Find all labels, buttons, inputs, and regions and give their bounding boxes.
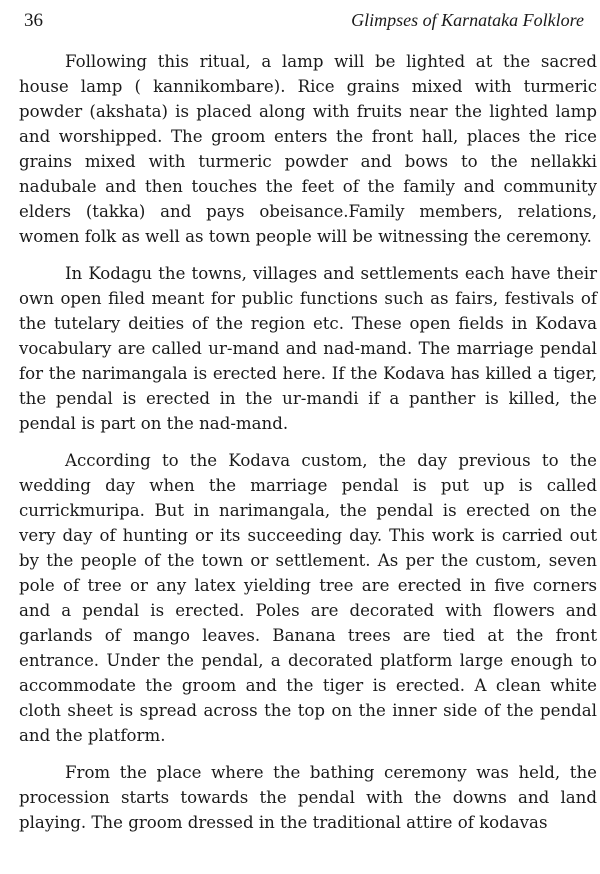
running-title: Glimpses of Karnataka Folklore	[351, 10, 584, 30]
page-number: 36	[24, 10, 43, 31]
paragraph-3: According to the Kodava custom, the day previous to the wedding day when the marriage pendal is put up is called currickmuripa. But in narimangala, the pendal is erected on the very day of hunting or its succeeding day. This work is carried out by the people of the town or settlement. As per the custom, seven pole of tree or any latex yielding tree are erected in five corners and a pendal is erected. Poles are decorated with flowers and garlands of mango leaves. Banana trees are tied at the front entrance. Under the pendal, a decorated platform large enough to accommodate the groom and the tiger is erected. A clean white cloth sheet is spread across the top on the inner side of the pendal and the platform.	[19, 451, 597, 745]
paragraph-4: From the place where the bathing ceremony was held, the procession starts towards the pendal with the downs and land playing. The groom dressed in the traditional attire of kodavas	[19, 763, 597, 832]
body-text	[19, 49, 597, 847]
page-header	[24, 10, 584, 40]
paragraph-2: In Kodagu the towns, villages and settlements each have their own open filed meant for public functions such as fairs, festivals of the tutelary deities of the region etc. These open fields in Kodava vocabulary are called ur-mand and nad-mand. The marriage pendal for the narimangala is erected here. If the Kodava has killed a tiger, the pendal is erected in the ur-mandi if a panther is killed, the pendal is part on the nad-mand.	[19, 264, 597, 433]
paragraph-1: Following this ritual, a lamp will be lighted at the sacred house lamp ( kannikombare). Rice grains mixed with turmeric powder (akshata) is placed along with fruits near the lighted lamp and worshipped. The groom enters the front hall, places the rice grains mixed with turmeric powder and bows to the nellakki nadubale and then touches the feet of the family and community elders (takka) and pays obeisance.Family members, relations, women folk as well as town people will be witnessing the ceremony.	[19, 52, 597, 246]
